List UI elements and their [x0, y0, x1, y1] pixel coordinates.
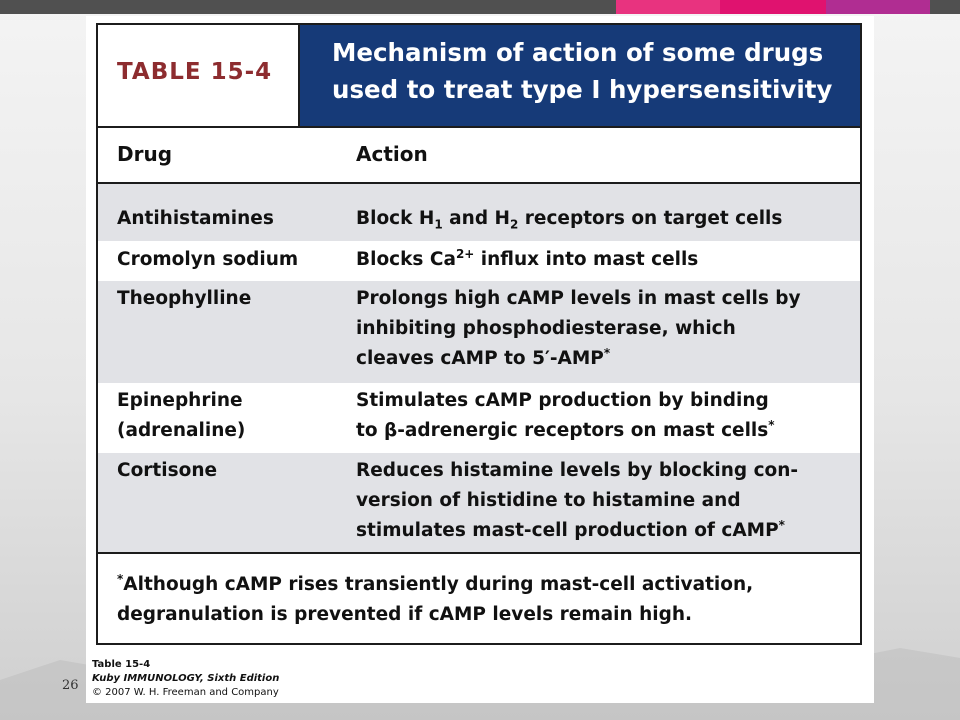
column-header-action: Action — [356, 142, 428, 166]
table-row — [98, 453, 860, 552]
drug-action: Stimulates cAMP production by binding to β-adrenergic receptors on mast cells* — [356, 390, 775, 441]
source-credit — [92, 658, 279, 700]
table-row — [98, 241, 860, 281]
banner-segment-pink — [616, 0, 720, 14]
table-label: TABLE 15-4 — [117, 59, 273, 85]
table-label-box — [98, 25, 300, 126]
table-title — [332, 34, 872, 108]
drug-action: Reduces histamine levels by blocking con- version of histidine to histamine and stimulates mast-cell production of cAMP* — [356, 460, 799, 541]
credit-copyright: © 2007 W. H. Freeman and Company — [92, 687, 279, 698]
credit-table-number: Table 15-4 — [92, 659, 151, 670]
column-headers — [98, 128, 860, 182]
drug-name: Cortisone — [117, 460, 218, 481]
drug-name: Cromolyn sodium — [117, 249, 299, 270]
table-figure — [86, 16, 874, 703]
banner-segment-magenta — [720, 0, 826, 14]
drug-name: Theophylline — [117, 288, 252, 309]
drug-action: Block $H_1$ and $H_2$ receptors on target cells — [356, 208, 783, 232]
table-title-line-2: used to treat type I hypersensitivity — [332, 75, 833, 104]
slide-number: 26 — [62, 678, 79, 693]
drug-name: Antihistamines — [117, 208, 274, 229]
credit-book-title: Kuby IMMUNOLOGY, Sixth Edition — [92, 673, 280, 684]
table-footnote: *Although cAMP rises transiently during mast-cell activation, degranulation is prevented if cAMP levels remain high. — [117, 571, 754, 625]
table-frame — [96, 23, 862, 645]
banner-segment-purple — [826, 0, 930, 14]
table-row — [98, 184, 860, 241]
column-header-drug: Drug — [117, 142, 173, 166]
drug-action: Blocks $Ca^{2+}$ influx into mast cells — [356, 246, 699, 270]
table-row — [98, 281, 860, 383]
banner-segment-gray — [930, 0, 960, 14]
table-row — [98, 383, 860, 453]
footnote-divider — [98, 552, 860, 554]
drug-name: Epinephrine (adrenaline) — [117, 390, 246, 441]
table-title-line-1: Mechanism of action of some drugs — [332, 38, 824, 67]
table-title-box — [300, 25, 860, 126]
drug-action: Prolongs high cAMP levels in mast cells by inhibiting phosphodiesterase, which cleaves cAMP to 5′-AMP* — [356, 288, 801, 369]
